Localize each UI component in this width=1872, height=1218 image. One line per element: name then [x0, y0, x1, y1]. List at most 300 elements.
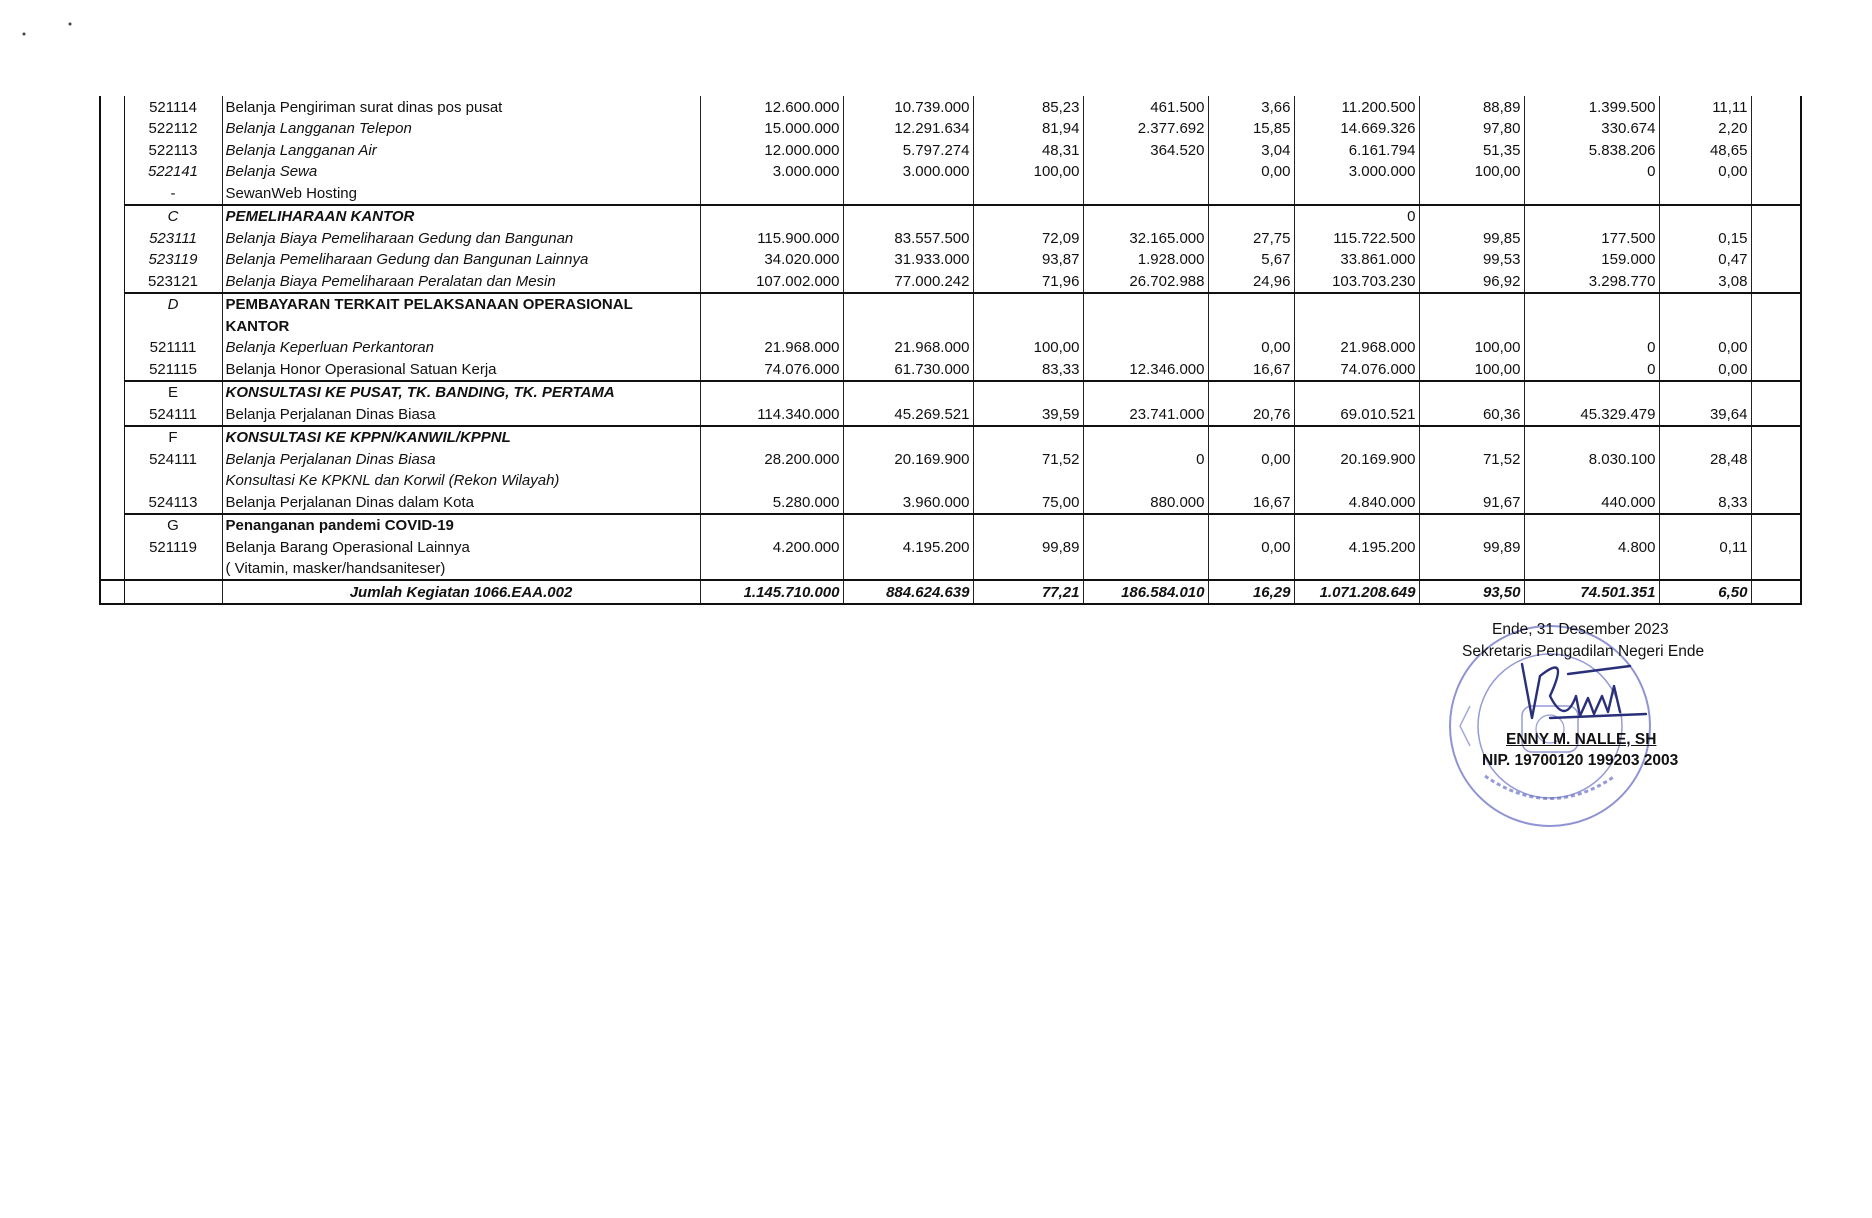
- item-description: Belanja Honor Operasional Satuan Kerja: [222, 358, 700, 381]
- value-cell: 3.000.000: [700, 161, 843, 183]
- value-cell: 39,64: [1659, 403, 1751, 426]
- value-cell: 0,00: [1208, 161, 1294, 183]
- value-cell: [1208, 381, 1294, 404]
- total-value-cell: 1.145.710.000: [700, 580, 843, 604]
- value-cell: [1524, 293, 1659, 316]
- value-cell: 0: [1524, 358, 1659, 381]
- value-cell: [843, 470, 973, 492]
- value-cell: 0,00: [1208, 337, 1294, 359]
- table-row: [100, 536, 1801, 558]
- value-cell: 85,23: [973, 96, 1083, 118]
- table-row: [100, 182, 1801, 205]
- row-end-cell: [1751, 403, 1801, 426]
- row-end-cell: [1751, 358, 1801, 381]
- total-value-cell: 1.071.208.649: [1294, 580, 1419, 604]
- value-cell: [1083, 426, 1208, 449]
- row-margin-cell: [100, 182, 124, 205]
- row-margin-cell: [100, 337, 124, 359]
- value-cell: [843, 315, 973, 337]
- row-margin-cell: [100, 358, 124, 381]
- value-cell: [1659, 514, 1751, 537]
- value-cell: 100,00: [973, 161, 1083, 183]
- value-cell: 61.730.000: [843, 358, 973, 381]
- signatory-nip: NIP. 19700120 199203 2003: [1482, 752, 1679, 769]
- value-cell: [1208, 514, 1294, 537]
- value-cell: 5.797.274: [843, 139, 973, 161]
- value-cell: [1083, 293, 1208, 316]
- row-end-cell: [1751, 227, 1801, 249]
- item-description: KONSULTASI KE PUSAT, TK. BANDING, TK. PERTAMA: [222, 381, 700, 404]
- item-description: Belanja Perjalanan Dinas dalam Kota: [222, 491, 700, 514]
- account-code: 523111: [124, 227, 222, 249]
- value-cell: [1294, 182, 1419, 205]
- total-value-cell: 884.624.639: [843, 580, 973, 604]
- value-cell: [1419, 315, 1524, 337]
- table-row: [100, 558, 1801, 581]
- value-cell: 21.968.000: [1294, 337, 1419, 359]
- value-cell: [1419, 381, 1524, 404]
- row-margin-cell: [100, 403, 124, 426]
- value-cell: [1419, 182, 1524, 205]
- value-cell: 10.739.000: [843, 96, 973, 118]
- value-cell: 115.900.000: [700, 227, 843, 249]
- item-description: PEMELIHARAAN KANTOR: [222, 205, 700, 228]
- value-cell: 11,11: [1659, 96, 1751, 118]
- account-code: 522112: [124, 118, 222, 140]
- value-cell: [1524, 381, 1659, 404]
- item-description: Belanja Langganan Telepon: [222, 118, 700, 140]
- row-margin-cell: [100, 118, 124, 140]
- row-end-cell: [1751, 448, 1801, 470]
- value-cell: 21.968.000: [843, 337, 973, 359]
- value-cell: [1294, 514, 1419, 537]
- row-margin-cell: [100, 249, 124, 271]
- row-end-cell: [1751, 182, 1801, 205]
- value-cell: 0: [1083, 448, 1208, 470]
- item-description: Belanja Perjalanan Dinas Biasa: [222, 448, 700, 470]
- value-cell: [1083, 470, 1208, 492]
- value-cell: 100,00: [973, 337, 1083, 359]
- value-cell: 4.195.200: [1294, 536, 1419, 558]
- value-cell: 0,11: [1659, 536, 1751, 558]
- account-code: 522141: [124, 161, 222, 183]
- total-value-cell: 74.501.351: [1524, 580, 1659, 604]
- value-cell: [1659, 558, 1751, 581]
- row-end-cell: [1751, 270, 1801, 293]
- value-cell: 99,85: [1419, 227, 1524, 249]
- value-cell: 97,80: [1419, 118, 1524, 140]
- value-cell: 159.000: [1524, 249, 1659, 271]
- account-code: 521114: [124, 96, 222, 118]
- value-cell: 20,76: [1208, 403, 1294, 426]
- value-cell: 3,66: [1208, 96, 1294, 118]
- value-cell: 3.298.770: [1524, 270, 1659, 293]
- row-end-cell: [1751, 514, 1801, 537]
- value-cell: [843, 381, 973, 404]
- value-cell: 83,33: [973, 358, 1083, 381]
- value-cell: 103.703.230: [1294, 270, 1419, 293]
- row-end-cell: [1751, 470, 1801, 492]
- value-cell: 0: [1524, 161, 1659, 183]
- signature-date: Ende, 31 Desember 2023: [1492, 621, 1669, 638]
- value-cell: 39,59: [973, 403, 1083, 426]
- value-cell: 26.702.988: [1083, 270, 1208, 293]
- account-code: 524111: [124, 403, 222, 426]
- value-cell: 16,67: [1208, 358, 1294, 381]
- value-cell: 440.000: [1524, 491, 1659, 514]
- value-cell: 45.329.479: [1524, 403, 1659, 426]
- account-code: 522113: [124, 139, 222, 161]
- value-cell: [1208, 426, 1294, 449]
- value-cell: 16,67: [1208, 491, 1294, 514]
- value-cell: 91,67: [1419, 491, 1524, 514]
- row-margin-cell: [100, 558, 124, 581]
- value-cell: 461.500: [1083, 96, 1208, 118]
- total-value-cell: 186.584.010: [1083, 580, 1208, 604]
- value-cell: [1294, 426, 1419, 449]
- value-cell: 45.269.521: [843, 403, 973, 426]
- total-value-cell: 77,21: [973, 580, 1083, 604]
- value-cell: [843, 205, 973, 228]
- row-end-cell: [1751, 426, 1801, 449]
- table-row: [100, 381, 1801, 404]
- value-cell: 100,00: [1419, 161, 1524, 183]
- table-row: [100, 514, 1801, 537]
- row-margin-cell: [100, 205, 124, 228]
- value-cell: [973, 514, 1083, 537]
- value-cell: 23.741.000: [1083, 403, 1208, 426]
- value-cell: [700, 470, 843, 492]
- table-row: [100, 227, 1801, 249]
- value-cell: 115.722.500: [1294, 227, 1419, 249]
- value-cell: [1083, 558, 1208, 581]
- value-cell: 15.000.000: [700, 118, 843, 140]
- table-row: [100, 139, 1801, 161]
- value-cell: 93,87: [973, 249, 1083, 271]
- value-cell: 77.000.242: [843, 270, 973, 293]
- value-cell: 33.861.000: [1294, 249, 1419, 271]
- row-margin-cell: [100, 536, 124, 558]
- row-margin-cell: [100, 161, 124, 183]
- value-cell: 3,04: [1208, 139, 1294, 161]
- account-code: C: [124, 205, 222, 228]
- item-description: Belanja Keperluan Perkantoran: [222, 337, 700, 359]
- value-cell: [1659, 182, 1751, 205]
- account-code: [124, 580, 222, 604]
- account-code: 521119: [124, 536, 222, 558]
- value-cell: 5,67: [1208, 249, 1294, 271]
- value-cell: [1524, 426, 1659, 449]
- table-row: [100, 293, 1801, 316]
- value-cell: [700, 514, 843, 537]
- value-cell: [1419, 558, 1524, 581]
- value-cell: 24,96: [1208, 270, 1294, 293]
- value-cell: 12.000.000: [700, 139, 843, 161]
- total-label: Jumlah Kegiatan 1066.EAA.002: [222, 580, 700, 604]
- row-end-cell: [1751, 205, 1801, 228]
- row-end-cell: [1751, 558, 1801, 581]
- value-cell: [1659, 315, 1751, 337]
- value-cell: 2,20: [1659, 118, 1751, 140]
- value-cell: 71,96: [973, 270, 1083, 293]
- value-cell: 69.010.521: [1294, 403, 1419, 426]
- handwritten-signature: [1510, 656, 1650, 736]
- account-code: [124, 315, 222, 337]
- total-value-cell: 6,50: [1659, 580, 1751, 604]
- row-end-cell: [1751, 491, 1801, 514]
- value-cell: 31.933.000: [843, 249, 973, 271]
- value-cell: 100,00: [1419, 358, 1524, 381]
- scan-speck-mark: [18, 12, 78, 42]
- value-cell: [973, 558, 1083, 581]
- value-cell: [1294, 381, 1419, 404]
- value-cell: 0,00: [1659, 161, 1751, 183]
- value-cell: [1208, 470, 1294, 492]
- account-code: E: [124, 381, 222, 404]
- value-cell: 4.195.200: [843, 536, 973, 558]
- value-cell: 3,08: [1659, 270, 1751, 293]
- value-cell: 0,47: [1659, 249, 1751, 271]
- value-cell: 28,48: [1659, 448, 1751, 470]
- value-cell: 4.200.000: [700, 536, 843, 558]
- value-cell: [1208, 182, 1294, 205]
- value-cell: 107.002.000: [700, 270, 843, 293]
- row-margin-cell: [100, 315, 124, 337]
- value-cell: 5.838.206: [1524, 139, 1659, 161]
- value-cell: 71,52: [973, 448, 1083, 470]
- table-row: [100, 426, 1801, 449]
- account-code: 521115: [124, 358, 222, 381]
- value-cell: 330.674: [1524, 118, 1659, 140]
- value-cell: 177.500: [1524, 227, 1659, 249]
- value-cell: 99,89: [973, 536, 1083, 558]
- row-margin-cell: [100, 491, 124, 514]
- row-end-cell: [1751, 96, 1801, 118]
- value-cell: 0,00: [1208, 448, 1294, 470]
- value-cell: [1294, 470, 1419, 492]
- value-cell: 12.600.000: [700, 96, 843, 118]
- value-cell: [1419, 205, 1524, 228]
- row-end-cell: [1751, 293, 1801, 316]
- value-cell: 88,89: [1419, 96, 1524, 118]
- row-end-cell: [1751, 315, 1801, 337]
- value-cell: [843, 182, 973, 205]
- value-cell: [1294, 315, 1419, 337]
- value-cell: 0,00: [1208, 536, 1294, 558]
- table-row: [100, 358, 1801, 381]
- value-cell: [700, 182, 843, 205]
- value-cell: [700, 381, 843, 404]
- account-code: 523119: [124, 249, 222, 271]
- item-description: Belanja Pemeliharaan Gedung dan Bangunan Lainnya: [222, 249, 700, 271]
- row-end-cell: [1751, 536, 1801, 558]
- value-cell: 20.169.900: [843, 448, 973, 470]
- value-cell: [700, 558, 843, 581]
- item-description: Konsultasi Ke KPKNL dan Korwil (Rekon Wilayah): [222, 470, 700, 492]
- value-cell: 74.076.000: [1294, 358, 1419, 381]
- value-cell: 75,00: [973, 491, 1083, 514]
- row-end-cell: [1751, 381, 1801, 404]
- value-cell: [973, 470, 1083, 492]
- value-cell: 48,31: [973, 139, 1083, 161]
- value-cell: [973, 315, 1083, 337]
- value-cell: [700, 205, 843, 228]
- value-cell: [1208, 205, 1294, 228]
- value-cell: 2.377.692: [1083, 118, 1208, 140]
- value-cell: [1659, 470, 1751, 492]
- value-cell: 27,75: [1208, 227, 1294, 249]
- row-margin-cell: [100, 470, 124, 492]
- value-cell: [973, 205, 1083, 228]
- table-row: [100, 270, 1801, 293]
- value-cell: 100,00: [1419, 337, 1524, 359]
- account-code: 521111: [124, 337, 222, 359]
- table-row: [100, 337, 1801, 359]
- value-cell: 96,92: [1419, 270, 1524, 293]
- item-description: KANTOR: [222, 315, 700, 337]
- item-description: Belanja Langganan Air: [222, 139, 700, 161]
- value-cell: 12.346.000: [1083, 358, 1208, 381]
- item-description: ( Vitamin, masker/handsaniteser): [222, 558, 700, 581]
- value-cell: 60,36: [1419, 403, 1524, 426]
- value-cell: [1524, 558, 1659, 581]
- account-code: 524111: [124, 448, 222, 470]
- value-cell: [1208, 315, 1294, 337]
- value-cell: [1524, 315, 1659, 337]
- value-cell: 4.800: [1524, 536, 1659, 558]
- value-cell: 11.200.500: [1294, 96, 1419, 118]
- value-cell: 1.399.500: [1524, 96, 1659, 118]
- item-description: Belanja Biaya Pemeliharaan Peralatan dan Mesin: [222, 270, 700, 293]
- value-cell: [973, 293, 1083, 316]
- value-cell: [1083, 381, 1208, 404]
- value-cell: 114.340.000: [700, 403, 843, 426]
- value-cell: 0,00: [1659, 337, 1751, 359]
- table-row: [100, 491, 1801, 514]
- value-cell: 3.000.000: [1294, 161, 1419, 183]
- row-end-cell: [1751, 249, 1801, 271]
- value-cell: 48,65: [1659, 139, 1751, 161]
- value-cell: [1419, 293, 1524, 316]
- value-cell: [1659, 381, 1751, 404]
- value-cell: [1419, 514, 1524, 537]
- item-description: Belanja Perjalanan Dinas Biasa: [222, 403, 700, 426]
- budget-table: [99, 96, 1802, 605]
- row-end-cell: [1751, 161, 1801, 183]
- row-end-cell: [1751, 337, 1801, 359]
- total-value-cell: 16,29: [1208, 580, 1294, 604]
- value-cell: [1083, 536, 1208, 558]
- value-cell: [1659, 205, 1751, 228]
- value-cell: [973, 426, 1083, 449]
- value-cell: [1524, 514, 1659, 537]
- value-cell: [1524, 470, 1659, 492]
- row-margin-cell: [100, 270, 124, 293]
- item-description: PEMBAYARAN TERKAIT PELAKSANAAN OPERASIONAL: [222, 293, 700, 316]
- value-cell: [1083, 182, 1208, 205]
- account-code: [124, 558, 222, 581]
- signature-block: [1440, 616, 1740, 846]
- value-cell: [1659, 426, 1751, 449]
- item-description: Penanganan pandemi COVID-19: [222, 514, 700, 537]
- value-cell: [1419, 470, 1524, 492]
- row-margin-cell: [100, 580, 124, 604]
- row-margin-cell: [100, 514, 124, 537]
- value-cell: 21.968.000: [700, 337, 843, 359]
- row-margin-cell: [100, 293, 124, 316]
- value-cell: [1294, 293, 1419, 316]
- value-cell: [973, 182, 1083, 205]
- item-description: Belanja Pengiriman surat dinas pos pusat: [222, 96, 700, 118]
- row-margin-cell: [100, 426, 124, 449]
- value-cell: 0,15: [1659, 227, 1751, 249]
- table-row: [100, 96, 1801, 118]
- value-cell: 4.840.000: [1294, 491, 1419, 514]
- value-cell: [973, 381, 1083, 404]
- table-row: [100, 448, 1801, 470]
- row-end-cell: [1751, 139, 1801, 161]
- row-end-cell: [1751, 580, 1801, 604]
- value-cell: [1083, 337, 1208, 359]
- value-cell: [1083, 205, 1208, 228]
- item-description: SewanWeb Hosting: [222, 182, 700, 205]
- value-cell: [700, 315, 843, 337]
- row-margin-cell: [100, 96, 124, 118]
- value-cell: [1294, 558, 1419, 581]
- value-cell: 0: [1294, 205, 1419, 228]
- value-cell: [843, 514, 973, 537]
- value-cell: 3.000.000: [843, 161, 973, 183]
- account-code: D: [124, 293, 222, 316]
- value-cell: 0: [1524, 337, 1659, 359]
- value-cell: [1208, 558, 1294, 581]
- value-cell: 364.520: [1083, 139, 1208, 161]
- value-cell: [1083, 514, 1208, 537]
- table-row: [100, 249, 1801, 271]
- account-code: [124, 470, 222, 492]
- value-cell: 3.960.000: [843, 491, 973, 514]
- value-cell: [1524, 182, 1659, 205]
- row-margin-cell: [100, 227, 124, 249]
- table-row: [100, 403, 1801, 426]
- value-cell: 34.020.000: [700, 249, 843, 271]
- value-cell: [700, 426, 843, 449]
- value-cell: 5.280.000: [700, 491, 843, 514]
- value-cell: [843, 426, 973, 449]
- value-cell: [700, 293, 843, 316]
- value-cell: [1083, 315, 1208, 337]
- value-cell: 0,00: [1659, 358, 1751, 381]
- account-code: F: [124, 426, 222, 449]
- signatory-name: ENNY M. NALLE, SH: [1506, 731, 1657, 748]
- row-end-cell: [1751, 118, 1801, 140]
- value-cell: [843, 293, 973, 316]
- value-cell: 8,33: [1659, 491, 1751, 514]
- table-row: [100, 470, 1801, 492]
- item-description: Belanja Barang Operasional Lainnya: [222, 536, 700, 558]
- row-margin-cell: [100, 381, 124, 404]
- value-cell: 81,94: [973, 118, 1083, 140]
- item-description: Belanja Biaya Pemeliharaan Gedung dan Bangunan: [222, 227, 700, 249]
- value-cell: 74.076.000: [700, 358, 843, 381]
- value-cell: 20.169.900: [1294, 448, 1419, 470]
- item-description: KONSULTASI KE KPPN/KANWIL/KPPNL: [222, 426, 700, 449]
- value-cell: [1419, 426, 1524, 449]
- value-cell: 15,85: [1208, 118, 1294, 140]
- value-cell: 71,52: [1419, 448, 1524, 470]
- value-cell: 51,35: [1419, 139, 1524, 161]
- value-cell: [1208, 293, 1294, 316]
